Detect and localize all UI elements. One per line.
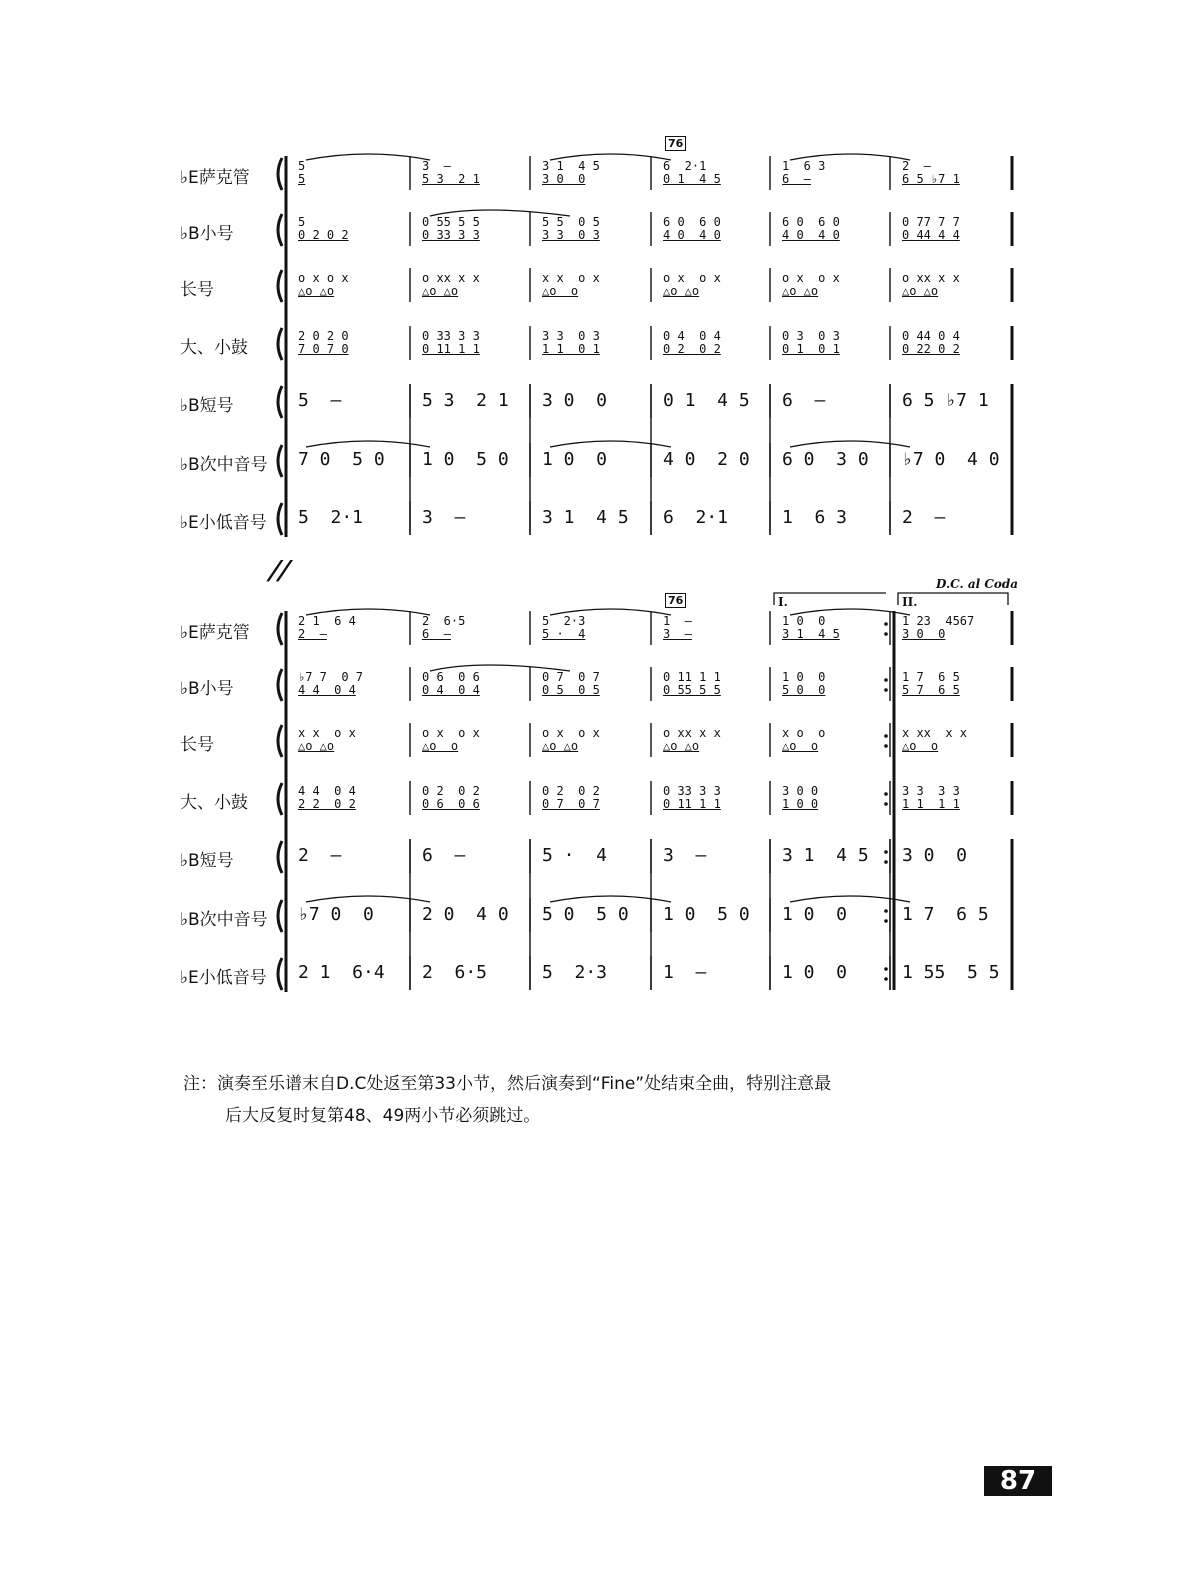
notation-cell: 6 5 ♭7 1 [902,390,989,411]
slur [790,896,910,902]
notation-lower: 6 – [422,627,451,641]
slur [306,896,430,902]
notation-cell-double [422,216,480,242]
notation-cell: 5 – [298,390,342,411]
notation-lower: 3 0 0 [542,172,586,186]
notation-upper: 3 1 4 5 [542,159,600,173]
dc-al-coda: D.C. al Coda [936,577,1019,591]
notation-upper: ♭7 7 0 7 [298,670,364,684]
notation-upper: o x o x [298,271,349,285]
instrument-label: ♭B次中音号 [180,455,268,475]
instrument-label: 大、小鼓 [180,338,248,358]
notation-cell: 6 – [782,390,826,411]
notation-cell: ♭7 0 0 [298,904,374,925]
notation-cell: 2 6·5 [422,962,488,983]
note-line-1: 注：演奏至乐谱末自D.C处返至第33小节，然后演奏到“Fine”处结束全曲，特别注意最 [183,1074,832,1094]
notation-upper: o xx x x [902,271,960,285]
notation-lower: 0 1 4 5 [663,172,721,186]
notation-upper: 0 11 1 1 [663,670,721,684]
notation-lower: 1 1 0 1 [542,342,600,356]
notation-cell-double [422,727,480,753]
staff-brace [278,503,282,535]
notation-cell-double [663,272,721,298]
notation-lower: 0 5 0 5 [542,683,600,697]
notation-cell-double [542,216,600,242]
notation-lower: △o △o [782,284,819,298]
notation-lower: △o o [782,739,819,753]
score-system-2 [0,577,1184,988]
slur [306,441,430,447]
notation-lower: 0 33 3 3 [422,228,480,242]
notation-upper: 1 0 0 [782,614,826,628]
notation-upper: 6 2·1 [663,159,707,173]
instrument-label: ♭E萨克管 [180,168,250,188]
notation-lower: △o △o [663,284,700,298]
notation-cell: 3 0 0 [902,845,968,866]
notation-cell-double [298,727,356,753]
notation-upper: 1 – [663,614,692,628]
notation-upper: 5 [298,215,306,229]
repeat-dot [884,977,888,981]
notation-cell: 1 0 0 [782,904,848,925]
notation-cell-double [663,785,721,811]
notation-cell-double [902,671,960,697]
notation-cell: 1 6 3 [782,507,848,528]
notation-lower: 1 1 1 1 [902,797,960,811]
notation-cell-double [298,330,349,356]
notation-cell-double [542,671,600,697]
notation-cell-double [902,785,960,811]
notation-upper: 2 6·5 [422,614,466,628]
notation-cell-double [298,216,349,242]
notation-cell: 5 0 5 0 [542,904,629,925]
notation-upper: o x o x [422,726,480,740]
staff-brace [278,725,282,757]
notation-lower: 5 0 0 [782,683,826,697]
notation-cell: 3 1 4 5 [542,507,629,528]
notation-cell-double [663,160,721,186]
notation-lower: △o △o [902,284,939,298]
notation-upper: 0 33 3 3 [422,329,480,343]
notation-upper: o xx x x [663,726,721,740]
notation-upper: x x o x [298,726,356,740]
notation-upper: 0 33 3 3 [663,784,721,798]
notation-lower: △o △o [542,739,579,753]
slur [306,154,430,160]
repeat-dot [884,860,888,864]
notation-cell-double [782,330,840,356]
instrument-label: 长号 [180,735,214,755]
instrument-label: 长号 [180,280,214,300]
notation-upper: 2 – [902,159,931,173]
volta-1-bracket [774,593,886,605]
instrument-label: ♭B小号 [180,679,234,699]
notation-cell: 1 0 5 0 [663,904,750,925]
note-line-2: 后大反复时复第48、49两小节必须跳过。 [225,1106,541,1126]
notation-lower: 0 2 0 2 [663,342,721,356]
notation-lower: 0 55 5 5 [663,683,721,697]
instrument-label: ♭E小低音号 [180,968,267,988]
notation-cell: 3 – [663,845,707,866]
notation-upper: 6 0 6 0 [782,215,840,229]
volta-1-label: I. [778,595,788,609]
notation-upper: x o o [782,726,826,740]
notation-lower: 3 0 0 [902,627,946,641]
notation-upper: 6 0 6 0 [663,215,721,229]
notation-cell-double [782,160,825,186]
rehearsal-mark: 76 [665,136,686,151]
staff-brace [278,669,282,701]
notation-cell-double [663,727,721,753]
notation-cell-double [542,615,585,641]
instrument-label: ♭B小号 [180,224,234,244]
instrument-label: ♭B短号 [180,396,234,416]
notation-lower: 3 1 4 5 [782,627,840,641]
notation-cell: 1 0 0 [542,449,608,470]
notation-upper: o x o x [663,271,721,285]
staff-brace [278,613,282,645]
notation-cell: 1 – [663,962,707,983]
instrument-label: ♭B次中音号 [180,910,268,930]
notation-cell-double [542,727,600,753]
notation-cell: 2 0 4 0 [422,904,509,925]
volta-2-label: II. [902,595,918,609]
notation-cell-double [298,615,356,641]
notation-cell: 1 0 0 [782,962,848,983]
notation-cell: 3 – [422,507,466,528]
repeat-dot [884,678,888,682]
notation-cell: ♭7 0 4 0 [902,449,1000,470]
notation-upper: 0 44 0 4 [902,329,960,343]
notation-cell: 4 0 2 0 [663,449,750,470]
notation-upper: 0 77 7 7 [902,215,960,229]
notation-upper: 0 3 0 3 [782,329,840,343]
notation-cell-double [902,727,967,753]
notation-upper: o x o x [542,726,600,740]
notation-lower: 0 1 0 1 [782,342,840,356]
repeat-dot [884,909,888,913]
notation-cell-double [902,216,960,242]
notation-cell-double [298,160,305,186]
staff-brace [278,841,282,873]
notation-upper: x x o x [542,271,600,285]
staff-brace [278,328,282,360]
notation-upper: 1 0 0 [782,670,826,684]
instrument-label: ♭E萨克管 [180,623,250,643]
repeat-dot [884,688,888,692]
score-system-1 [0,130,1184,533]
notation-cell: 5 · 4 [542,845,608,866]
notation-upper: 5 [298,159,306,173]
notation-cell: 2 – [298,845,342,866]
notation-lower: △o △o [298,739,335,753]
notation-lower: 6 5 ♭7 1 [902,172,960,186]
notation-cell-double [542,330,600,356]
notation-cell: 6 2·1 [663,507,729,528]
notation-cell-double [422,785,480,811]
notation-lower: 0 22 0 2 [902,342,960,356]
repeat-dot [884,622,888,626]
notation-cell-double [663,615,692,641]
rehearsal-mark: 76 [665,593,686,608]
notation-cell: 0 1 4 5 [663,390,750,411]
notation-cell: 1 55 5 5 [902,962,1000,983]
notation-cell-double [663,671,721,697]
notation-cell-double [298,671,363,697]
notation-lower: 5 [298,172,306,186]
staff-brace [278,386,282,418]
notation-lower: 0 6 0 6 [422,797,480,811]
notation-cell-double [782,615,840,641]
staff-brace [278,445,282,477]
notation-lower: 0 11 1 1 [422,342,480,356]
notation-lower: △o △o [663,739,700,753]
instrument-label: ♭B短号 [180,851,234,871]
notation-cell-double [298,272,349,298]
instrument-label: ♭E小低音号 [180,513,267,533]
notation-lower: 0 2 0 2 [298,228,349,242]
segno-mark: // [264,556,295,586]
slur [550,896,671,902]
notation-lower: 0 11 1 1 [663,797,721,811]
notation-upper: 2 0 2 0 [298,329,349,343]
slur [550,441,671,447]
notation-cell: 3 0 0 [542,390,608,411]
notation-cell-double [782,671,825,697]
notation-cell: 1 0 5 0 [422,449,509,470]
notation-cell: 5 3 2 1 [422,390,509,411]
notation-lower: 4 0 4 0 [782,228,840,242]
staff-brace [278,900,282,932]
notation-lower: 0 44 4 4 [902,228,960,242]
notation-lower: 6 – [782,172,811,186]
notation-lower: △o o [422,739,459,753]
notation-cell-double [298,785,356,811]
notation-cell: 1 7 6 5 [902,904,989,925]
notation-upper: 2 1 6 4 [298,614,356,628]
repeat-dot [884,967,888,971]
notation-cell-double [542,160,600,186]
notation-upper: 0 7 0 7 [542,670,600,684]
notation-upper: 0 55 5 5 [422,215,480,229]
notation-lower: △o △o [422,284,459,298]
notation-cell-double [902,615,974,641]
notation-upper: 4 4 0 4 [298,784,356,798]
notation-cell: 5 2·3 [542,962,608,983]
notation-lower: 3 – [663,627,692,641]
notation-upper: x xx x x [902,726,968,740]
repeat-dot [884,744,888,748]
staff-brace [278,214,282,246]
repeat-dot [884,792,888,796]
notation-lower: 4 4 0 4 [298,683,356,697]
page-number: 87 [984,1466,1052,1496]
notation-cell-double [782,727,825,753]
notation-cell-double [902,330,960,356]
notation-upper: o x o x [782,271,840,285]
notation-cell-double [422,330,480,356]
notation-lower: △o o [542,284,579,298]
notation-lower: 5 · 4 [542,627,586,641]
notation-upper: 1 7 6 5 [902,670,960,684]
notation-lower: 2 – [298,627,327,641]
notation-cell-double [422,272,480,298]
staff-brace [278,270,282,302]
notation-cell-double [782,216,840,242]
notation-cell-double [663,216,721,242]
notation-cell-double [542,272,600,298]
notation-cell-double [782,272,840,298]
notation-upper: 0 2 0 2 [542,784,600,798]
notation-cell: 3 1 4 5 [782,845,869,866]
notation-upper: 3 3 3 3 [902,784,960,798]
notation-upper: 0 6 0 6 [422,670,480,684]
notation-upper: 0 2 0 2 [422,784,480,798]
notation-upper: 5 2·3 [542,614,586,628]
notation-lower: 2 2 0 2 [298,797,356,811]
notation-cell: 2 1 6·4 [298,962,385,983]
slur [790,441,910,447]
notation-cell-double [663,330,721,356]
staff-brace [278,958,282,990]
staff-brace [278,783,282,815]
notation-cell-double [542,785,600,811]
notation-lower: △o △o [298,284,335,298]
repeat-dot [884,802,888,806]
instrument-label: 大、小鼓 [180,793,248,813]
notation-cell-double [422,671,480,697]
notation-lower: 0 4 0 4 [422,683,480,697]
notation-cell: 5 2·1 [298,507,364,528]
notation-lower: 1 0 0 [782,797,819,811]
notation-lower: 5 7 6 5 [902,683,960,697]
notation-upper: 3 – [422,159,451,173]
notation-cell: 6 – [422,845,466,866]
repeat-dot [884,734,888,738]
staff-brace [278,158,282,190]
notation-upper: 5 5 0 5 [542,215,600,229]
notation-lower: 4 0 4 0 [663,228,721,242]
notation-lower: 7 0 7 0 [298,342,349,356]
repeat-dot [884,632,888,636]
notation-cell-double [422,615,465,641]
notation-cell-double [902,160,960,186]
notation-lower: 3 3 0 3 [542,228,600,242]
notation-upper: 1 6 3 [782,159,826,173]
notation-cell: 7 0 5 0 [298,449,385,470]
notation-lower: 5 3 2 1 [422,172,480,186]
notation-lower: △o o [902,739,939,753]
notation-upper: 3 0 0 [782,784,819,798]
repeat-dot [884,919,888,923]
notation-upper: 1 23 4567 [902,614,975,628]
notation-cell: 2 – [902,507,946,528]
notation-cell-double [782,785,818,811]
notation-upper: o xx x x [422,271,480,285]
notation-cell-double [422,160,480,186]
notation-lower: 0 7 0 7 [542,797,600,811]
repeat-dot [884,850,888,854]
notation-cell-double [902,272,960,298]
notation-upper: 3 3 0 3 [542,329,600,343]
notation-upper: 0 4 0 4 [663,329,721,343]
performance-note [183,1068,1043,1132]
notation-cell: 6 0 3 0 [782,449,869,470]
